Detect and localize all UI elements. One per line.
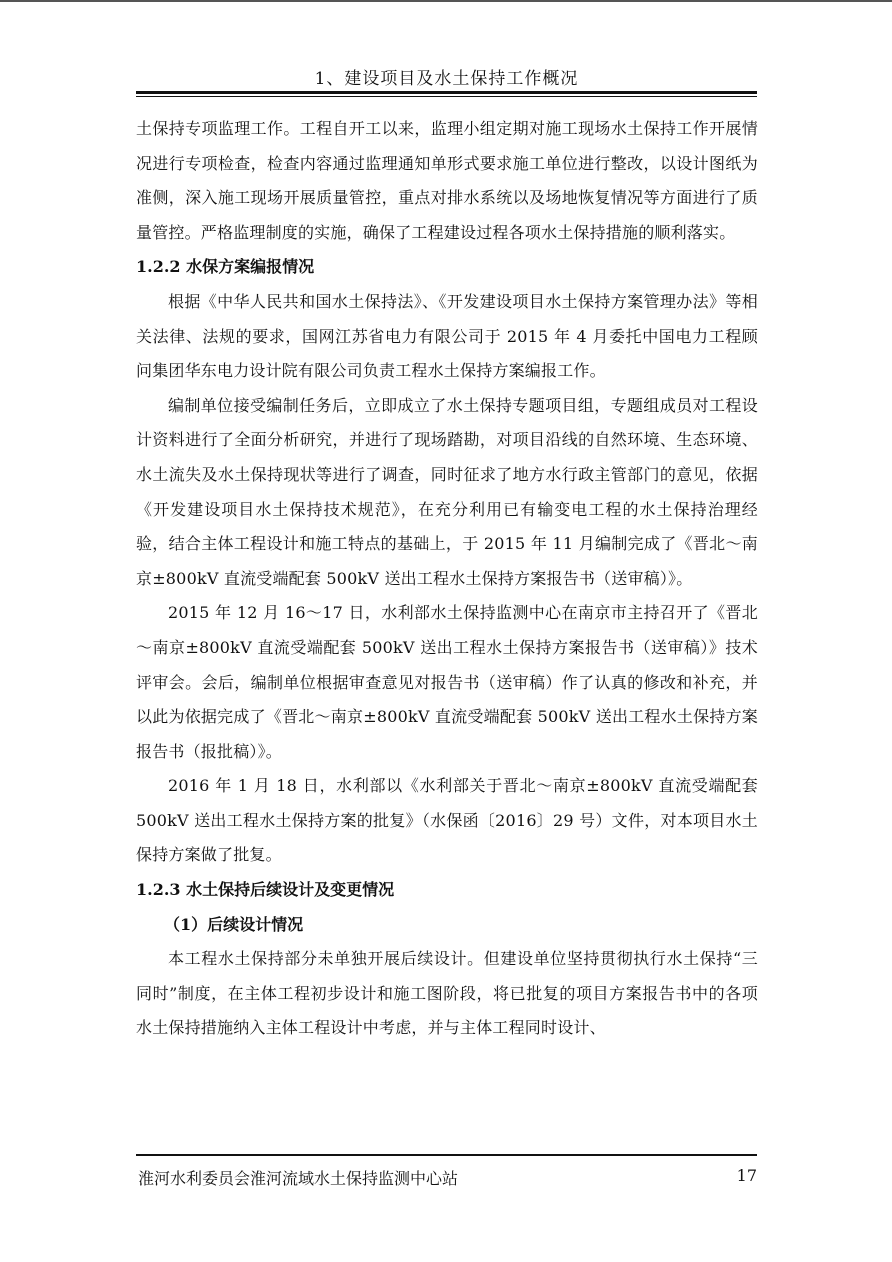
- header-rule: [136, 91, 757, 94]
- header-rule-thin: [136, 96, 757, 97]
- subsection-heading-follow-up-design: （1）后续设计情况: [164, 914, 304, 934]
- paragraph-follow-up-design: 本工程水土保持部分未单独开展后续设计。但建设单位坚持贯彻执行水土保持“三同时”制度，在主体工程初步设计和施工图阶段，将已批复的项目方案报告书中的各项水土保持措施纳入主体工程设计中考虑，并与主体工程同时设计、: [136, 949, 758, 1038]
- footer-rule: [136, 1154, 757, 1156]
- paragraph-review-meeting: 2015 年 12 月 16～17 日，水利部水土保持监测中心在南京市主持召开了《晋北～南京±800kV 直流受端配套 500kV 送出工程水土保持方案报告书（送审稿）》技术评审会。会后，编制单位根据审查意见对报告书（送审稿）作了认真的修改和补充，并以此为依据完成了《晋北～南京±800kV 直流受端配套 500kV 送出工程水土保持方案报告书（报批稿）》。: [136, 603, 758, 761]
- header-title: 1、建设项目及水土保持工作概况: [314, 69, 579, 89]
- paragraph-supervision: 土保持专项监理工作。工程自开工以来，监理小组定期对施工现场水土保持工作开展情况进行专项检查，检查内容通过监理通知单形式要求施工单位进行整改，以设计图纸为准侧，深入施工现场开展质量管控，重点对排水系统以及场地恢复情况等方面进行了质量管控。严格监理制度的实施，确保了工程建设过程各项水土保持措施的顺利落实。: [136, 119, 758, 242]
- page-top-border: [0, 0, 892, 2]
- footer-organization: 淮河水利委员会淮河流域水土保持监测中心站: [138, 1169, 459, 1188]
- document-body: [136, 112, 758, 1046]
- section-heading-1-2-2: 1.2.2 水保方案编报情况: [136, 257, 315, 277]
- section-heading-1-2-3: 1.2.3 水土保持后续设计及变更情况: [136, 880, 395, 900]
- page-header: [136, 58, 757, 96]
- paragraph-approval: 2016 年 1 月 18 日，水利部以《水利部关于晋北～南京±800kV 直流受端配套 500kV 送出工程水土保持方案的批复》（水保函〔2016〕29 号）文件，对本项目水土保持方案做了批复。: [136, 776, 758, 865]
- page-footer: [136, 1154, 757, 1194]
- page-number: 17: [736, 1166, 757, 1185]
- paragraph-legal-basis: 根据《中华人民共和国水土保持法》、《开发建设项目水土保持方案管理办法》等相关法律、法规的要求，国网江苏省电力有限公司于 2015 年 4 月委托中国电力工程顾问集团华东电力设计院有限公司负责工程水土保持方案编报工作。: [136, 291, 758, 381]
- paragraph-compilation: 编制单位接受编制任务后，立即成立了水土保持专题项目组，专题组成员对工程设计资料进行了全面分析研究，并进行了现场踏勘，对项目沿线的自然环境、生态环境、水土流失及水土保持现状等进行了调查，同时征求了地方水行政主管部门的意见，依据《开发建设项目水土保持技术规范》，在充分利用已有输变电工程的水土保持治理经验，结合主体工程设计和施工特点的基础上，于 2015 年 11 月编制完成了《晋北～南京±800kV 直流受端配套 500kV 送出工程水土保持方案报告书（送审稿）》。: [136, 395, 758, 588]
